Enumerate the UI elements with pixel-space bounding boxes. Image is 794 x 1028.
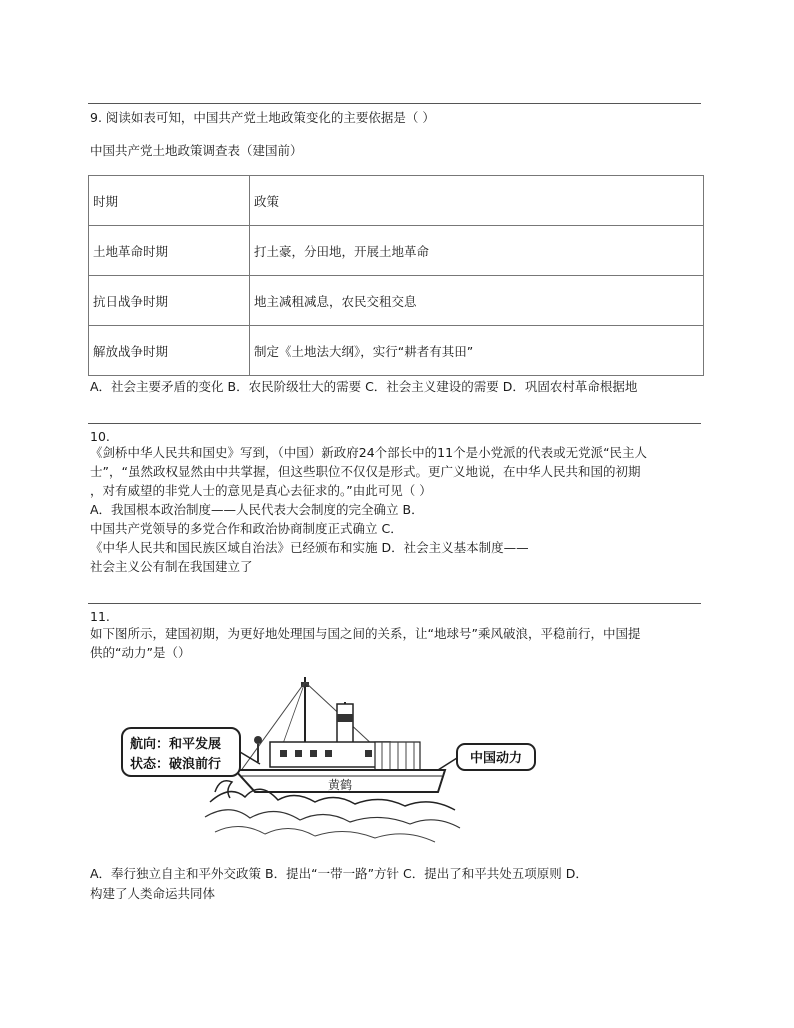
- row-policy: 地主减租减息，农民交租交息: [250, 276, 704, 326]
- q9-options: A．社会主要矛盾的变化 B．农民阶级壮大的需要 C．社会主义建设的需要 D．巩固农村革命根据地: [90, 379, 638, 394]
- state-label: 状态：破浪前行: [130, 757, 222, 772]
- q10-top-rule: [88, 423, 701, 424]
- q11-option-line: A．奉行独立自主和平外交政策 B．提出“一带一路”方针 C．提出了和平共处五项原则 D．: [90, 866, 588, 881]
- land-policy-table: [88, 175, 704, 376]
- table-header-row: [89, 176, 704, 226]
- heading-label: 航向：和平发展: [130, 737, 222, 752]
- table-row: [89, 226, 704, 276]
- q10-line: 士”，“虽然政权显然由中共掌握，但这些职位不仅仅是形式。更广义地说，在中华人民共和国的初期: [90, 464, 641, 479]
- q11-stem-line: 供的“动力”是（）: [90, 645, 191, 660]
- q9-table-title: 中国共产党土地政策调查表（建国前）: [90, 143, 303, 158]
- q11-stem-line: 如下图所示，建国初期，为更好地处理国与国之间的关系，让“地球号”乘风破浪，平稳前行，中国提: [90, 626, 641, 641]
- header-period: 时期: [89, 176, 250, 226]
- q10-line: ，对有威望的非党人士的意见是真心去征求的。”由此可见（ ）: [90, 483, 432, 498]
- q11-number: 11.: [90, 609, 110, 624]
- row-period: 解放战争时期: [89, 326, 250, 376]
- q11-option-line: 构建了人类命运共同体: [90, 886, 216, 901]
- q9-top-rule: [88, 103, 701, 104]
- row-policy: 打土豪，分田地，开展土地革命: [250, 226, 704, 276]
- table-row: [89, 326, 704, 376]
- q10-option-line: 《中华人民共和国民族区域自治法》已经颁布和实施 D．社会主义基本制度——: [90, 540, 529, 555]
- q11-top-rule: [88, 603, 701, 604]
- q9-stem: 9. 阅读如表可知，中国共产党土地政策变化的主要依据是（ ）: [90, 110, 435, 125]
- row-period: 抗日战争时期: [89, 276, 250, 326]
- table-row: [89, 276, 704, 326]
- row-period: 土地革命时期: [89, 226, 250, 276]
- row-policy: 制定《土地法大纲》，实行“耕者有其田”: [250, 326, 704, 376]
- q10-line: 《剑桥中华人民共和国史》写到，（中国）新政府24个部长中的11个是小党派的代表或无党派“民主人: [90, 445, 648, 460]
- q10-option-line: A．我国根本政治制度——人民代表大会制度的完全确立 B．: [90, 502, 424, 517]
- q10-option-line: 社会主义公有制在我国建立了: [90, 559, 253, 574]
- china-power-label: 中国动力: [469, 751, 523, 766]
- ship-name: 黄鹤: [327, 778, 353, 792]
- ship-illustration: [120, 672, 540, 852]
- q10-option-line: 中国共产党领导的多党合作和政治协商制度正式确立 C．: [90, 521, 403, 536]
- header-policy: 政策: [250, 176, 704, 226]
- q10-number: 10.: [90, 429, 110, 444]
